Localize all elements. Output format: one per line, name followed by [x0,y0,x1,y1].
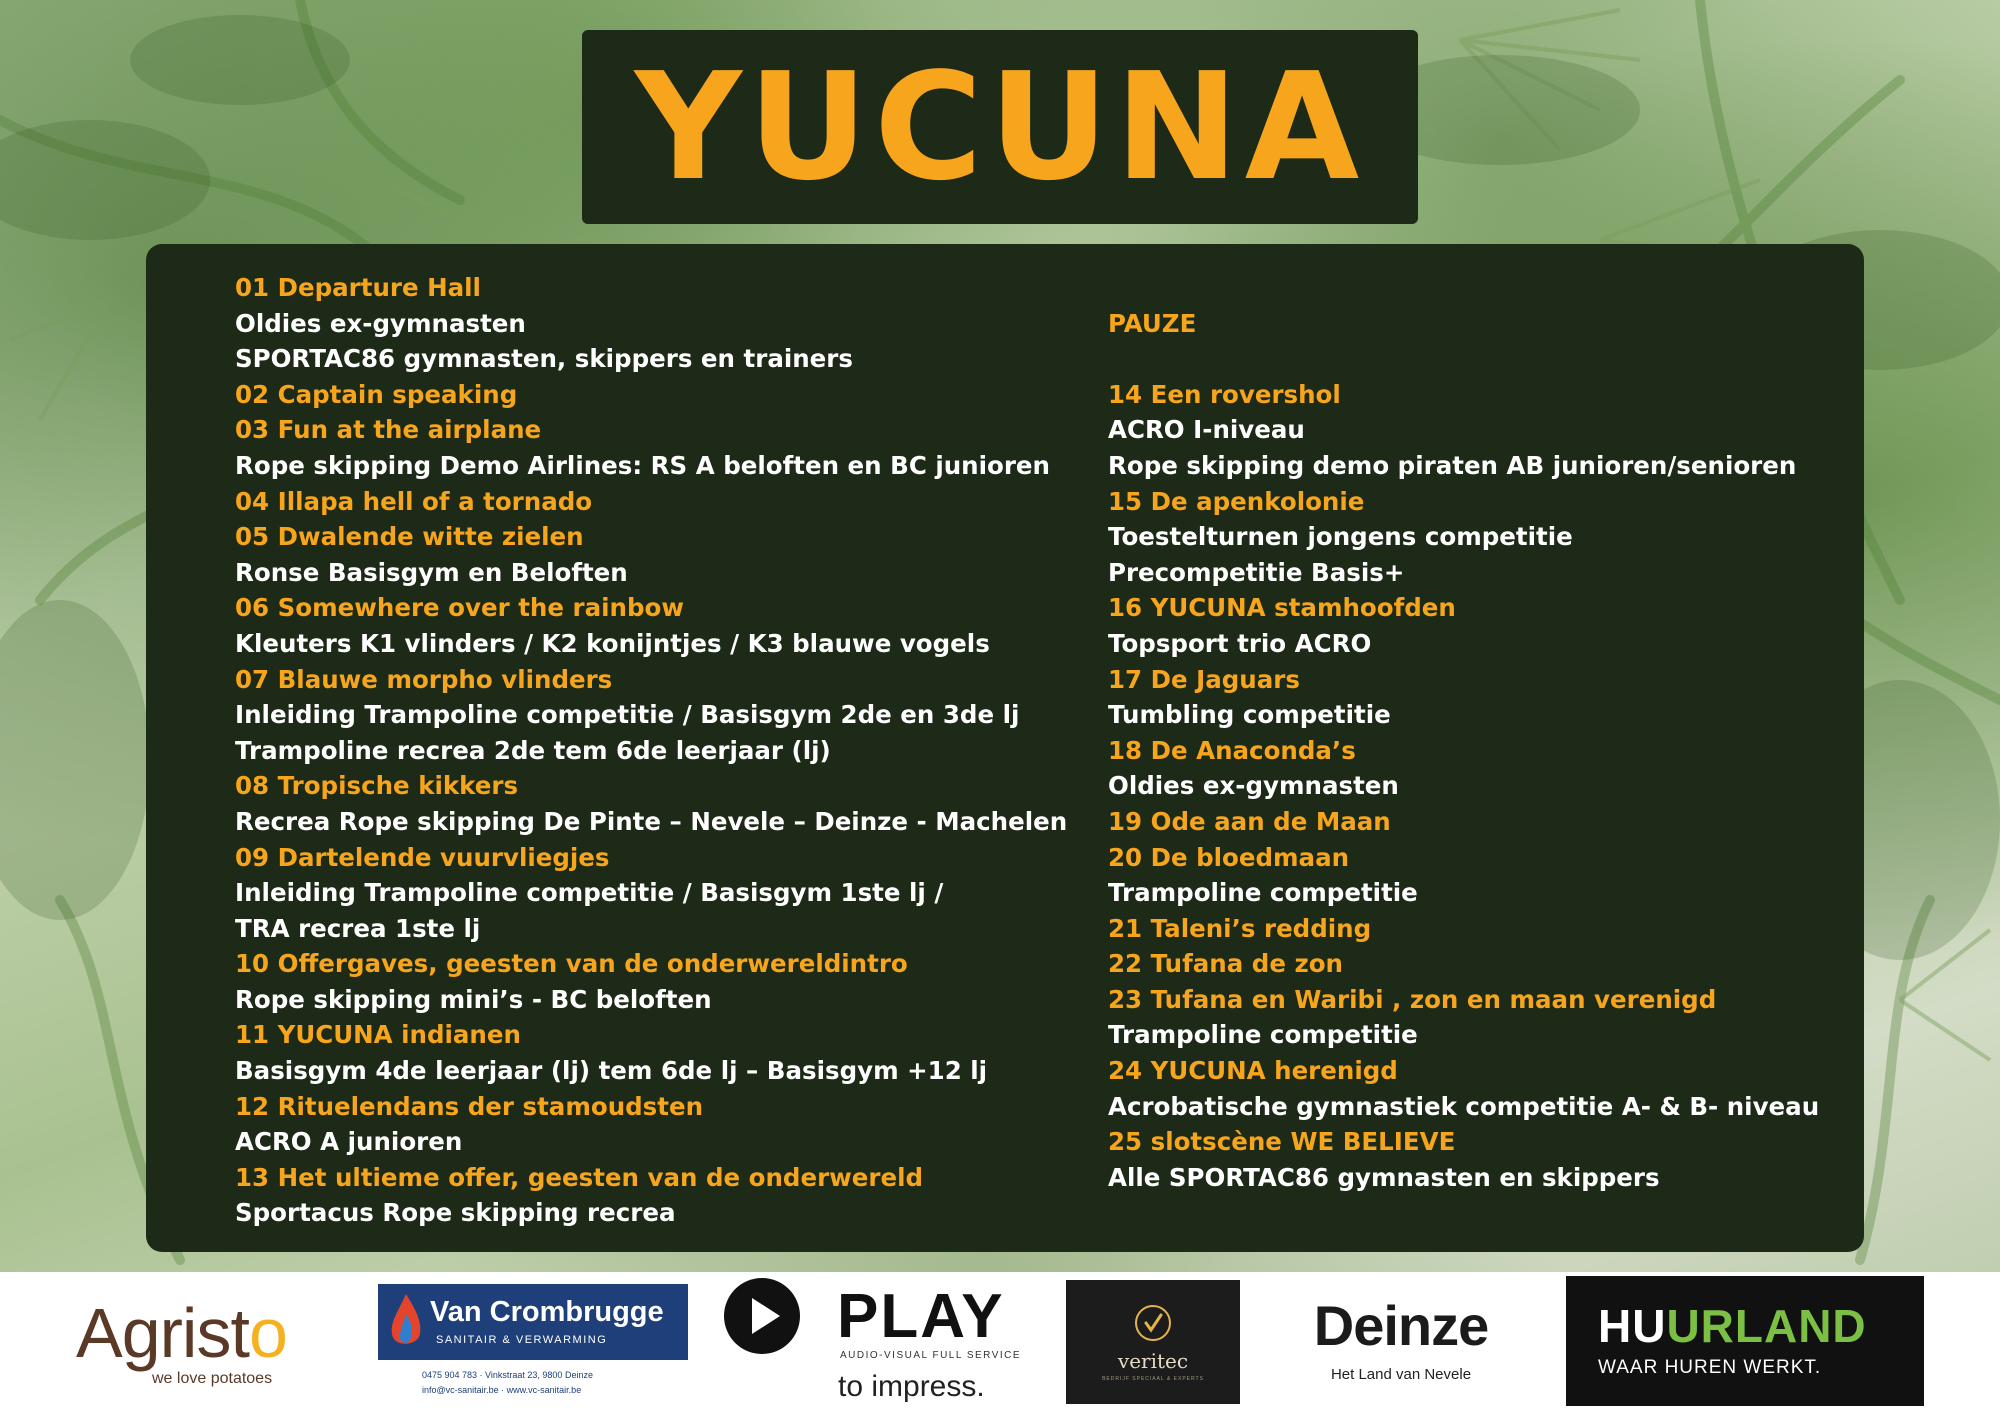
program-performers: Basisgym 4de leerjaar (lj) tem 6de lj – Basisgym +12 lj [235,1056,988,1086]
program-performers: Oldies ex-gymnasten [1108,771,1399,801]
program-performers: TRA recrea 1ste lj [235,913,481,943]
program-act-title: 10 Offergaves, geesten van de onderwereldintro [235,949,908,979]
veritec-wordmark: veritec [1117,1348,1189,1373]
program-performers: Inleiding Trampoline competitie / Basisgym 2de en 3de lj [235,700,1020,730]
program-act-title: 01 Departure Hall [235,273,481,302]
program-left-column [235,270,1068,1231]
play-subtitle: AUDIO-VISUAL FULL SERVICE [840,1350,1022,1361]
program-act-title: 22 Tufana de zon [1108,949,1343,979]
program-performers: Precompetitie Basis+ [1108,557,1405,587]
program-right-column [1108,270,1848,1195]
program-performers: Inleiding Trampoline competitie / Basisgym 1ste lj / [235,878,944,908]
program-act-title: 20 De bloedmaan [1108,842,1350,872]
program-act-title: 04 Illapa hell of a tornado [235,486,593,516]
program-performers: Trampoline competitie [1108,878,1418,908]
program-act-title: 16 YUCUNA stamhoofden [1108,593,1456,623]
program-act-title: 15 De apenkolonie [1108,486,1365,516]
program-act-title: 24 YUCUNA herenigd [1108,1056,1398,1086]
veritec-logo [1066,1280,1240,1404]
program-spacer [1108,270,1848,306]
play-logo [722,1276,1022,1406]
program-act-title: 23 Tufana en Waribi , zon en maan verenigd [1108,984,1717,1014]
deinze-logo [1286,1294,1516,1394]
program-act-title: 13 Het ultieme offer, geesten van de onderwereld [235,1162,924,1192]
program-act-title: 07 Blauwe morpho vlinders [235,664,613,694]
program-act-title: 06 Somewhere over the rainbow [235,593,684,623]
huurland-logo [1566,1276,1924,1406]
program-performers: Acrobatische gymnastiek competitie A- & B- niveau [1108,1091,1820,1121]
program-performers: Alle SPORTAC86 gymnasten en skippers [1108,1162,1660,1192]
program-performers: Trampoline recrea 2de tem 6de leerjaar (lj) [235,735,831,765]
program-act-title: 11 YUCUNA indianen [235,1020,521,1050]
program-act-title: 25 slotscène WE BELIEVE [1108,1127,1456,1157]
deinze-wordmark: Deinze [1313,1294,1489,1357]
program-act-title: 02 Captain speaking [235,379,518,409]
program-performers: SPORTAC86 gymnasten, skippers en trainers [235,344,853,374]
vancrombrugge-contact: 0475 904 783 · Vinkstraat 23, 9800 Deinze info@vc-sanitair.be · www.vc-sanitair.be [422,1370,593,1395]
veritec-check-icon [1133,1303,1173,1343]
program-act-title: 05 Dwalende witte zielen [235,522,584,552]
program-act-title: 12 Rituelendans der stamoudsten [235,1091,704,1121]
deinze-subtitle: Het Land van Nevele [1330,1366,1472,1383]
vancrombrugge-logo [378,1284,688,1400]
program-act-title: 08 Tropische kikkers [235,771,519,801]
vancrombrugge-name: Van Crombrugge [430,1296,664,1328]
program-act-title: 14 Een rovershol [1108,379,1341,409]
vancrombrugge-subtitle: SANITAIR & VERWARMING [436,1334,608,1346]
program-performers: Sportacus Rope skipping recrea [235,1198,676,1228]
sponsor-bar [0,1272,2000,1414]
flame-drop-icon [386,1292,426,1352]
play-button-icon [722,1276,802,1356]
program-performers: Oldies ex-gymnasten [235,308,526,338]
program-act-title: 17 De Jaguars [1108,664,1300,694]
huurland-tagline: WAAR HUREN WERKT. [1598,1357,1822,1378]
play-tagline: to impress. [838,1370,985,1403]
program-performers: ACRO A junioren [235,1127,463,1157]
title-banner [582,30,1418,224]
program-performers: Trampoline competitie [1108,1020,1418,1050]
program-spacer [1108,341,1848,377]
program-performers: Rope skipping Demo Airlines: RS A beloften en BC junioren [235,450,1050,480]
agristo-wordmark: Agristo [76,1294,287,1372]
program-performers: Ronse Basisgym en Beloften [235,557,628,587]
program-act-title: 03 Fun at the airplane [235,415,542,445]
program-act-title: 21 Taleni’s redding [1108,913,1372,943]
program-act-title: 18 De Anaconda’s [1108,735,1356,765]
program-act-title: 19 Ode aan de Maan [1108,806,1391,836]
page-title: YUCUNA [634,41,1366,213]
program-performers: Kleuters K1 vlinders / K2 konijntjes / K3 blauwe vogels [235,628,990,658]
agristo-tagline: we love potatoes [152,1370,273,1387]
program-performers: Topsport trio ACRO [1108,628,1372,658]
program-performers: Tumbling competitie [1108,700,1391,730]
program-performers: Rope skipping demo piraten AB junioren/senioren [1108,450,1797,480]
program-performers: Recrea Rope skipping De Pinte – Nevele – Deinze - Machelen [235,806,1068,836]
program-performers: Toestelturnen jongens competitie [1108,522,1573,552]
program-panel [146,244,1864,1252]
veritec-subtitle: BEDRIJF SPECIAAL & EXPERTS [1102,1375,1204,1382]
agristo-logo [76,1294,346,1388]
program-act-title: 09 Dartelende vuurvliegjes [235,842,610,872]
play-wordmark: PLAY [837,1282,1005,1351]
program-act-title: PAUZE [1108,308,1197,338]
huurland-wordmark: HUURLAND [1598,1300,1867,1352]
program-performers: ACRO I-niveau [1108,415,1305,445]
program-performers: Rope skipping mini’s - BC beloften [235,984,712,1014]
